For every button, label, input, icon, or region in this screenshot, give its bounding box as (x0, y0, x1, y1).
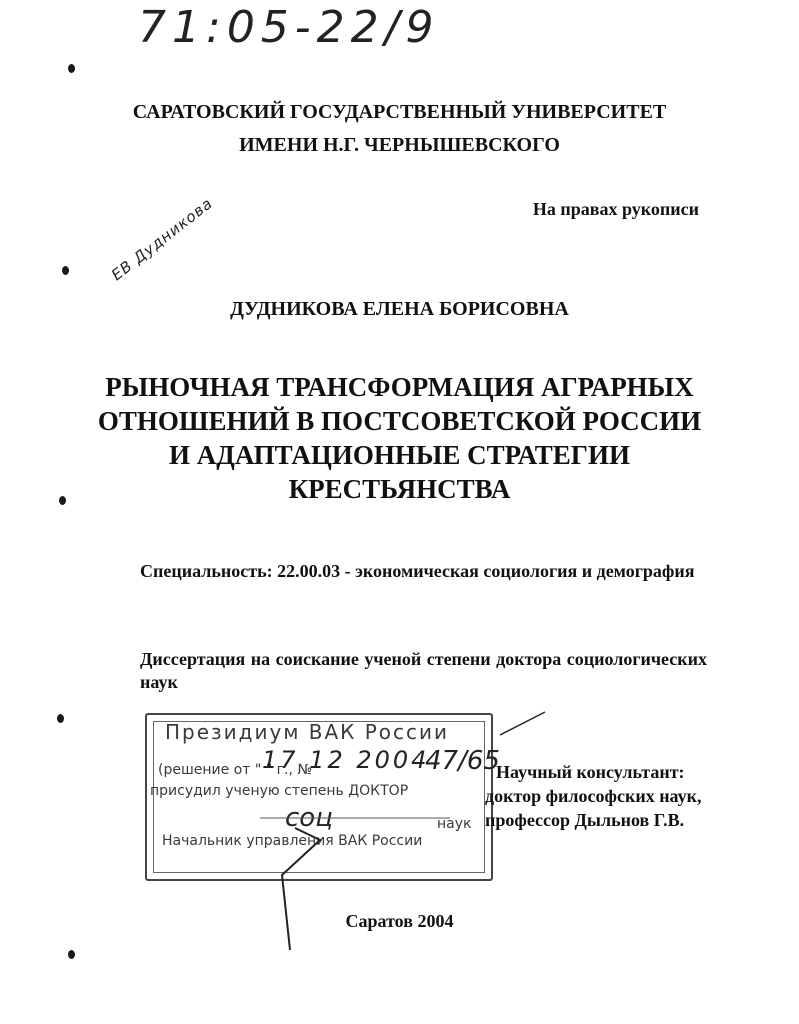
stamp-number: 47 (425, 746, 459, 776)
stamp-decision: (решение от " " г., № (158, 762, 312, 778)
margin-mark (68, 950, 75, 959)
consultant-label: Научный консультант: (496, 762, 685, 782)
stamp-head: Начальник управления ВАК России (162, 833, 423, 849)
title-line: И АДАПТАЦИОННЫЕ СТРАТЕГИИ (169, 440, 630, 470)
stamp-handwritten-date: 17 12 2004 (262, 746, 430, 774)
consultant-name: профессор Дыльнов Г.В. (485, 810, 685, 830)
handwritten-signature: ЕВ Дудникова (108, 194, 217, 285)
stamp-page: /65 (458, 746, 500, 776)
dissertation-title (0, 370, 799, 506)
stamp-handwritten-field: соц (285, 803, 333, 833)
title-line: ОТНОШЕНИЙ В ПОСТСОВЕТСКОЙ РОССИИ (97, 406, 702, 436)
university-line: ИМЕНИ Н.Г. ЧЕРНЫШЕВСКОГО (239, 134, 560, 156)
margin-mark (68, 64, 75, 73)
archive-code: 71:05-22/9 (138, 2, 440, 53)
author-name: ДУДНИКОВА ЕЛЕНА БОРИСОВНА (230, 298, 569, 320)
university-name (0, 96, 799, 162)
consultant-degree: доктор философских наук, (485, 786, 702, 806)
dissertation-degree: Диссертация на соискание ученой степени доктора социологических наук (140, 649, 707, 692)
title-line: КРЕСТЬЯНСТВА (288, 474, 511, 504)
university-line: САРАТОВСКИЙ ГОСУДАРСТВЕННЫЙ УНИВЕРСИТЕТ (132, 101, 667, 123)
margin-mark (57, 714, 64, 723)
stamp-field-suffix: наук (437, 816, 472, 832)
title-line: РЫНОЧНАЯ ТРАНСФОРМАЦИЯ АГРАРНЫХ (105, 372, 694, 402)
scientific-consultant (485, 760, 702, 832)
stamp-title: Президиум ВАК России (165, 720, 450, 744)
stamp-awarded: присудил ученую степень ДОКТОР (150, 783, 409, 799)
margin-mark (62, 266, 69, 275)
specialty: Специальность: 22.00.03 - экономическая социология и демография (140, 561, 695, 581)
city-year: Саратов 2004 (345, 911, 454, 931)
manuscript-rights: На правах рукописи (532, 199, 699, 219)
